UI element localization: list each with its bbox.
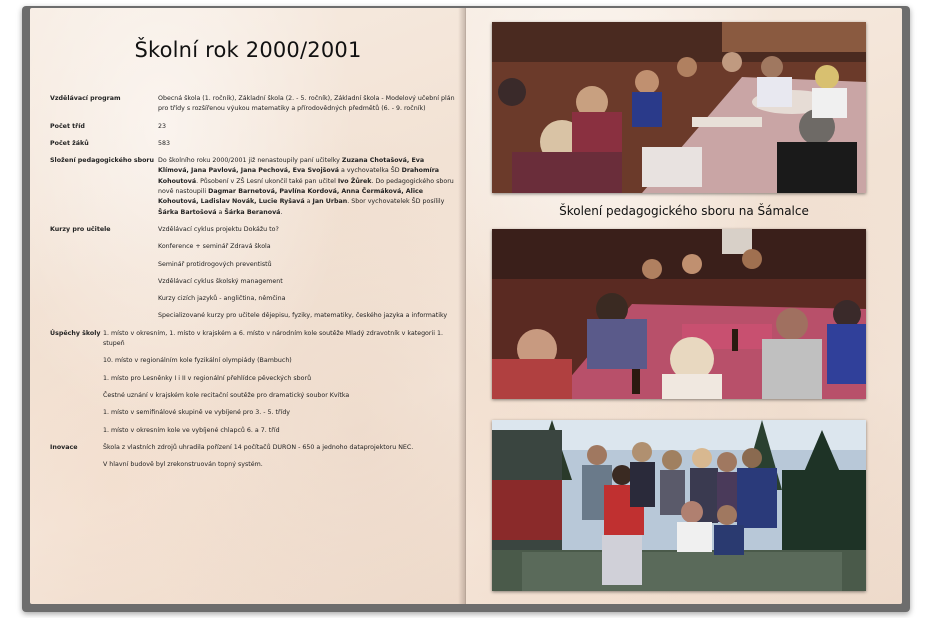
photo-staff-dinner [492, 229, 866, 399]
course-item: Konference + seminář Zdravá škola [158, 243, 271, 251]
success-item: 1. místo v okresním, 1. místo v krajském a 6. místo v národním kole soutěže Mladý zdravotník v kategorii 1. stupeň [103, 329, 444, 348]
photo-group-outdoors [492, 420, 866, 591]
photo-book [22, 6, 910, 612]
success-item: 1. místo pro Lesněnky I i II v regionální přehlídce pěveckých sborů [103, 374, 312, 382]
label-staff: Složení pedagogického sboru [50, 157, 155, 165]
right-page [466, 8, 902, 604]
row-classes [50, 122, 455, 132]
success-item: 1. místo v semifinálové skupině ve vybíjené pro 3. - 5. třídy [103, 409, 291, 417]
value-innovation [103, 443, 455, 471]
value-pupils: 583 [158, 139, 171, 147]
row-program [50, 94, 455, 115]
row-courses [50, 225, 455, 322]
value-classes: 23 [158, 122, 167, 130]
label-program: Vzdělávací program [50, 95, 121, 102]
success-item: 10. místo v regionálním kole fyzikální olympiády (Bambuch) [103, 357, 292, 365]
row-pupils [50, 139, 455, 149]
value-program: Obecná škola (1. ročník), Základní škola (2. - 5. ročník), Základní škola - Modelový učební plán pro třídy s rozšířenou výukou matematiky a přírodovědných předmětů (6. - 9. ročník) [158, 95, 455, 113]
label-classes: Počet tříd [50, 122, 85, 130]
label-pupils: Počet žáků [50, 139, 89, 147]
innovation-item: V hlavní budově byl zrekonstruován topný systém. [103, 461, 263, 469]
course-item: Seminář protidrogových preventistů [158, 260, 272, 268]
photo-staff-training-table [492, 22, 866, 193]
course-item: Kurzy cizích jazyků - angličtina, němčina [158, 295, 286, 303]
row-staff [50, 156, 455, 218]
course-item: Vzdělávací cyklus projektu Dokážu to? [158, 225, 279, 233]
info-table [50, 94, 455, 477]
value-staff: Do školního roku 2000/2001 již nenastoupily paní učitelky Zuzana Chotašová, Eva Klímová, Jana Pavlová, Jana Pechová, Eva Svojšová a vychovatelka ŠD Drahomíra Kohoutová. Působení v ZŠ Lesní ukončil také pan učitel Ivo Žůrek. Do pedagogického sboru nově nastoupili Dagmar Barnetová, Pavlína Kordová, Anna Čermáková, Alice Kohoutová, Ladislav Novák, Lucie Ryšavá a Jan Urban. Sbor vychovatelek ŠD posílily Šárka Bartošová a Šárka Beranová. [158, 157, 454, 216]
innovation-item: Škola z vlastních zdrojů uhradila pořízení 14 počítačů DURON - 650 a jednoho dataprojektoru NEC. [103, 443, 414, 451]
label-innovation: Inovace [50, 443, 78, 451]
row-innovation [50, 443, 455, 471]
value-successes [103, 329, 455, 436]
label-successes: Úspěchy školy [50, 329, 101, 337]
left-page [30, 8, 466, 604]
row-successes [50, 329, 455, 436]
course-item: Vzdělávací cyklus školský management [158, 277, 283, 285]
course-item: Specializované kurzy pro učitele dějepisu, fyziky, matematiky, českého jazyka a informatiky [158, 312, 448, 320]
photo-caption: Školení pedagogického sboru na Šámalce [559, 204, 809, 218]
success-item: Čestné uznání v krajském kole recitační soutěže pro dramatický soubor Kvítka [103, 391, 350, 399]
page-title: Školní rok 2000/2001 [134, 38, 362, 62]
value-courses [158, 225, 455, 322]
label-courses: Kurzy pro učitele [50, 225, 111, 233]
success-item: 1. místo v okresním kole ve vybíjené chlapců 6. a 7. tříd [103, 426, 280, 434]
